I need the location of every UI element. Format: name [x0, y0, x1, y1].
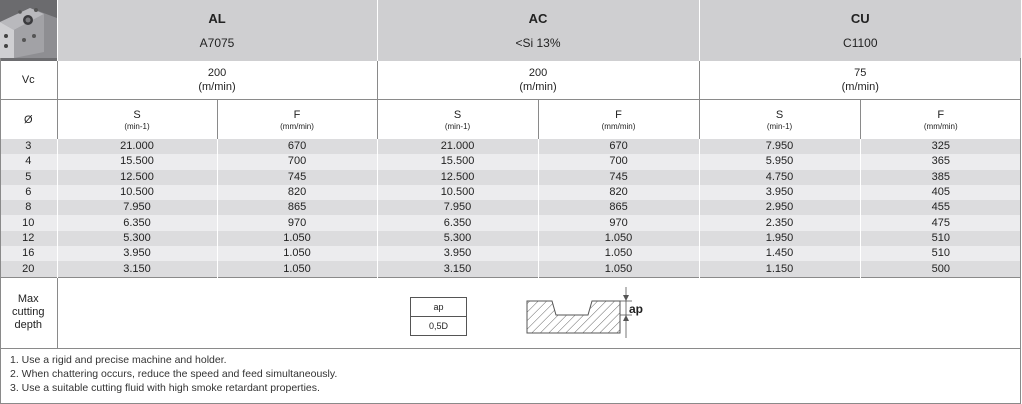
s-header: [377, 100, 538, 140]
table-row: [0, 261, 1021, 277]
material-header-ac: [377, 0, 699, 61]
value-cell: 10.500: [57, 185, 217, 200]
value-cell: 5.300: [377, 231, 538, 246]
diameter-cell: 10: [0, 215, 57, 230]
value-cell: 12.500: [377, 170, 538, 185]
depth-value-box: [410, 297, 467, 336]
s-label: S: [133, 108, 141, 121]
value-cell: 865: [538, 200, 699, 215]
diameter-cell: 12: [0, 231, 57, 246]
value-cell: 6.350: [57, 215, 217, 230]
f-unit: (mm/min): [601, 121, 636, 131]
s-label: S: [453, 108, 462, 121]
value-cell: 3.150: [377, 261, 538, 277]
f-unit: (mm/min): [923, 121, 958, 131]
value-cell: 5.300: [57, 231, 217, 246]
value-cell: 1.050: [538, 246, 699, 261]
cutting-depth-diagram: [522, 283, 652, 343]
material-grade: C1100: [843, 36, 878, 50]
material-grade: A7075: [199, 36, 235, 50]
value-cell: 820: [217, 185, 377, 200]
value-cell: 745: [217, 170, 377, 185]
diameter-cell: 3: [0, 139, 57, 154]
f-header: [217, 100, 377, 140]
value-cell: 1.150: [699, 261, 860, 277]
table-row: [0, 170, 1021, 185]
value-cell: 1.050: [217, 231, 377, 246]
value-cell: 405: [860, 185, 1021, 200]
s-unit: (min-1): [444, 121, 471, 131]
material-name: AC: [528, 11, 548, 26]
diameter-label: Ø: [23, 113, 33, 126]
table-row: [0, 200, 1021, 215]
tool-image-icon: [0, 0, 57, 58]
speed-feed-header-row: [0, 100, 1021, 140]
cutting-speed-row: [0, 61, 1021, 100]
product-thumbnail: [0, 0, 57, 61]
value-cell: 1.450: [699, 246, 860, 261]
material-header-al: [57, 0, 377, 61]
value-cell: 15.500: [377, 154, 538, 169]
table-row: [0, 139, 1021, 154]
material-grade: <Si 13%: [515, 36, 561, 50]
left-border: [0, 58, 1, 404]
material-name: CU: [850, 11, 870, 26]
material-header-cu: [699, 0, 1021, 61]
value-cell: 7.950: [699, 139, 860, 154]
s-label: S: [775, 108, 784, 121]
vc-number: 75: [854, 67, 867, 79]
value-cell: 670: [538, 139, 699, 154]
value-cell: 1.050: [538, 261, 699, 277]
s-header: [57, 100, 217, 140]
vc-unit: (m/min): [519, 81, 557, 93]
depth-value: 0,5D: [411, 316, 466, 335]
value-cell: 3.950: [377, 246, 538, 261]
table-row: [0, 185, 1021, 200]
note-item: 2. When chattering occurs, reduce the speed and feed simultaneously.: [10, 368, 338, 380]
value-cell: 385: [860, 170, 1021, 185]
value-cell: 21.000: [57, 139, 217, 154]
value-cell: 510: [860, 231, 1021, 246]
vc-unit: (m/min): [198, 81, 236, 93]
table-row: [0, 231, 1021, 246]
vc-label: Vc: [0, 61, 57, 100]
note-item: 1. Use a rigid and precise machine and holder.: [10, 354, 227, 366]
value-cell: 745: [538, 170, 699, 185]
s-unit: (min-1): [124, 121, 150, 131]
value-cell: 500: [860, 261, 1021, 277]
note-item: 3. Use a suitable cutting fluid with high smoke retardant properties.: [10, 382, 320, 394]
f-header: [538, 100, 699, 140]
material-header-row: [0, 0, 1021, 61]
value-cell: 1.050: [217, 261, 377, 277]
value-cell: 12.500: [57, 170, 217, 185]
f-unit: (mm/min): [280, 121, 314, 131]
value-cell: 1.050: [217, 246, 377, 261]
diameter-cell: 5: [0, 170, 57, 185]
value-cell: 700: [217, 154, 377, 169]
value-cell: 475: [860, 215, 1021, 230]
value-cell: 700: [538, 154, 699, 169]
right-border: [1020, 58, 1021, 404]
value-cell: 970: [217, 215, 377, 230]
value-cell: 10.500: [377, 185, 538, 200]
usage-notes: [10, 353, 337, 395]
table-row: [0, 154, 1021, 169]
vc-value-ac: [377, 61, 699, 100]
value-cell: 3.150: [57, 261, 217, 277]
value-cell: 15.500: [57, 154, 217, 169]
value-cell: 21.000: [377, 139, 538, 154]
table-row: [0, 246, 1021, 261]
value-cell: 820: [538, 185, 699, 200]
max-cutting-depth-label: Max cutting depth: [0, 277, 57, 348]
value-cell: 2.350: [699, 215, 860, 230]
diagram-ap-label: ap: [629, 302, 644, 316]
f-label: F: [293, 108, 301, 121]
value-cell: 3.950: [57, 246, 217, 261]
value-cell: 1.050: [538, 231, 699, 246]
value-cell: 6.350: [377, 215, 538, 230]
vc-unit: (m/min): [841, 81, 879, 93]
value-cell: 1.950: [699, 231, 860, 246]
max-cutting-depth-row: [0, 277, 1021, 348]
value-cell: 670: [217, 139, 377, 154]
value-cell: 365: [860, 154, 1021, 169]
s-header: [699, 100, 860, 140]
value-cell: 5.950: [699, 154, 860, 169]
value-cell: 865: [217, 200, 377, 215]
vc-value-al: [57, 61, 377, 100]
s-unit: (min-1): [766, 121, 793, 131]
value-cell: 4.750: [699, 170, 860, 185]
diameter-cell: 4: [0, 154, 57, 169]
f-label: F: [615, 108, 622, 121]
value-cell: 7.950: [57, 200, 217, 215]
value-cell: 325: [860, 139, 1021, 154]
diameter-cell: 20: [0, 261, 57, 277]
value-cell: 970: [538, 215, 699, 230]
diameter-cell: 8: [0, 200, 57, 215]
value-cell: 3.950: [699, 185, 860, 200]
diameter-cell: 16: [0, 246, 57, 261]
f-header: [860, 100, 1021, 140]
vc-number: 200: [528, 67, 548, 79]
workpiece-shape: [527, 301, 620, 333]
value-cell: 2.950: [699, 200, 860, 215]
value-cell: 7.950: [377, 200, 538, 215]
value-cell: 510: [860, 246, 1021, 261]
value-cell: 455: [860, 200, 1021, 215]
material-name: AL: [208, 11, 226, 26]
table-row: [0, 215, 1021, 230]
vc-value-cu: [699, 61, 1021, 100]
f-label: F: [937, 108, 945, 121]
depth-label: ap: [433, 302, 444, 312]
diameter-cell: 6: [0, 185, 57, 200]
vc-number: 200: [207, 67, 227, 79]
